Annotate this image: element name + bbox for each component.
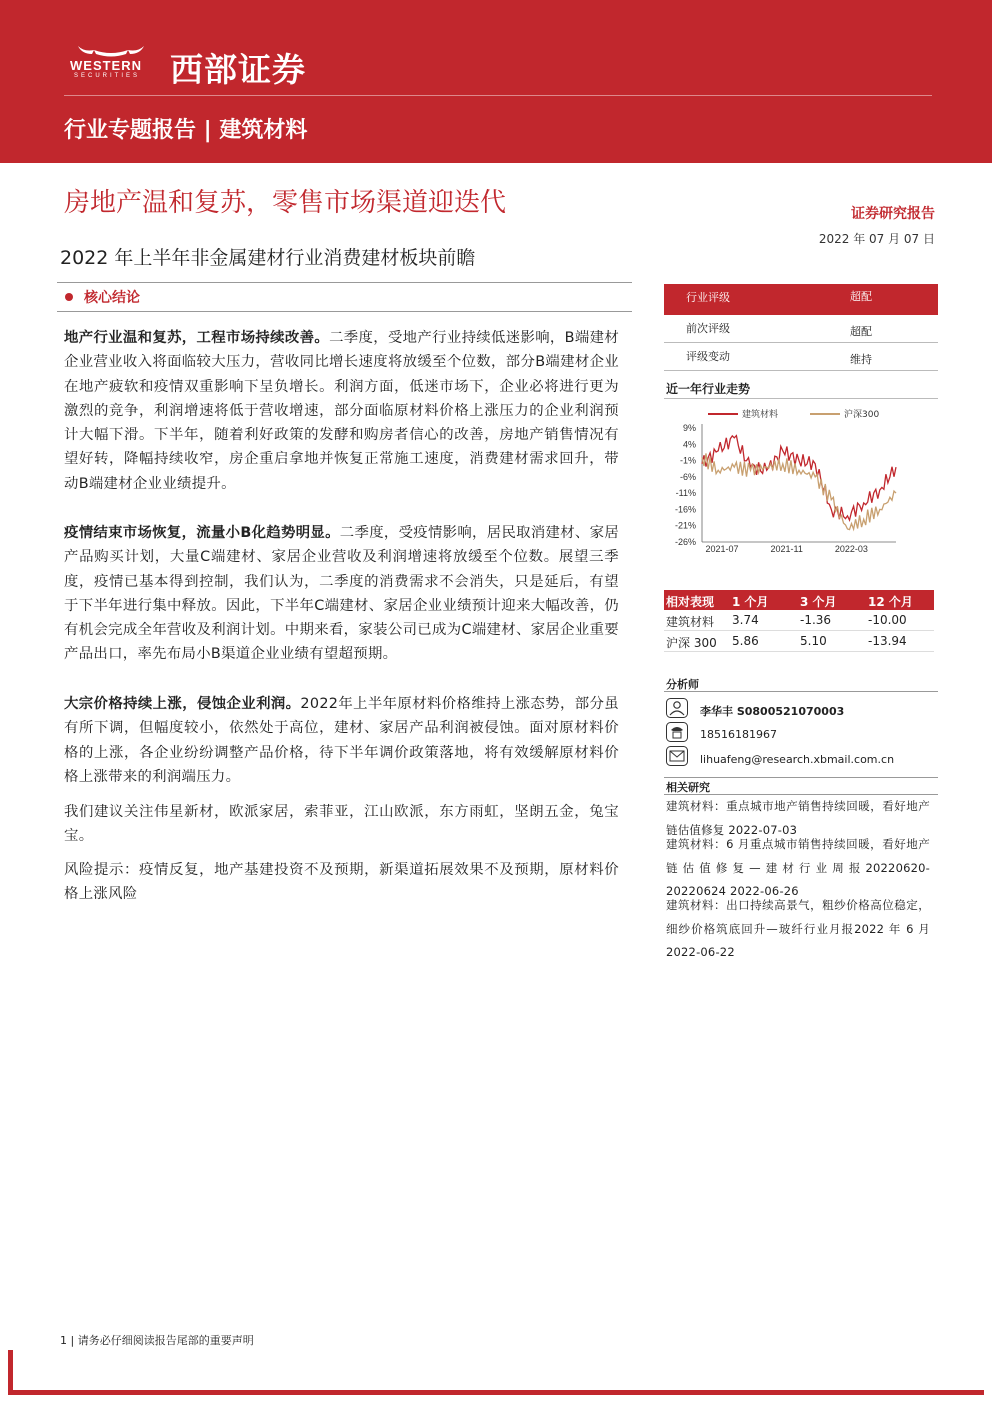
paragraph-text: 我们建议关注伟星新材，欧派家居，索菲亚，江山欧派，东方雨虹，坚朗五金，兔宝宝。 (64, 804, 619, 845)
chart-divider (664, 398, 938, 399)
logo-cn: 西部证券 (170, 50, 306, 89)
header-divider (64, 95, 932, 96)
logo-en: WESTERN (70, 58, 142, 73)
paragraph-text: 二季度，受疫情影响，居民取消建材、家居产品购买计划，大量C端建材、家居企业营收及利润增速将放缓至个位数。展望三季度，疫情已基本得到控制，我们认为，二季度的消费需求不会消失，只是延后，有望于下半年进行集中释放。因此，下半年C端建材、家居企业业绩预计迎来大幅改善，仍有机会完成全年营收及利润计划。中期来看，家装公司已成为C端建材、家居企业重要产品出口，率先布局小B渠道企业业绩有望超预期。 (64, 525, 620, 663)
rating-value: 超配 (850, 290, 872, 303)
table-cell: -13.94 (868, 634, 907, 648)
email-icon (666, 746, 688, 766)
analyst-title: 分析师 (666, 678, 699, 691)
table-cell: 5.10 (800, 634, 827, 648)
legend-label: 建筑材料 (742, 410, 779, 420)
section-title: 核心结论 (84, 290, 140, 306)
y-tick-label: -26% (674, 537, 696, 547)
report-header (0, 0, 992, 163)
table-cell: 3.74 (732, 613, 759, 627)
logo-en-sub: SECURITIES (74, 73, 141, 79)
paragraph-lead: 地产行业温和复苏，工程市场持续改善。 (64, 330, 330, 346)
x-tick-label: 2021-11 (770, 544, 803, 554)
legend-label: 沪深300 (844, 410, 880, 420)
series-line (702, 453, 896, 529)
table-cell: 5.86 (732, 634, 759, 648)
rating-label: 行业评级 (686, 291, 730, 304)
analyst-name: 李华丰 S0800521070003 (700, 705, 845, 718)
report-subtitle: 2022 年上半年非金属建材行业消费建材板块前瞻 (60, 247, 476, 269)
table-cell: -10.00 (868, 613, 907, 627)
y-tick-label: -1% (679, 455, 696, 466)
person-icon (666, 698, 688, 718)
header-cell: 12 个月 (868, 595, 913, 609)
paragraph-4 (64, 800, 619, 849)
related-item[interactable]: 建筑材料：出口持续高景气，粗纱价格高位稳定，细纱价格筑底回升—玻纤行业月报2022 年 6 月 2022-06-22 (666, 898, 930, 959)
rating-row (664, 284, 938, 315)
table-row (664, 610, 934, 631)
paragraph-lead: 大宗价格持续上涨，侵蚀企业利润。 (64, 696, 301, 712)
rating-label: 前次评级 (686, 322, 730, 335)
section-bar (57, 282, 632, 312)
analyst-phone: 18516181967 (700, 728, 777, 741)
related-divider-top (664, 777, 938, 778)
paragraph-text: 二季度，受地产行业持续低迷影响，B端建材企业营业收入将面临较大压力，营收同比增长速度将放缓至个位数，部分B端建材企业在地产疲软和疫情双重影响下呈负增长。利润方面，低迷市场下，企业必将进行更为激烈的竞争，利润增速将低于营收增速，部分面临原材料价格上涨压力的企业利润预计大幅下滑。下半年，随着利好政策的发酵和购房者信心的改善，房地产销售情况有望好转，降幅持续收窄，房企重启拿地并恢复正常施工速度，消费建材需求回升，带动B端建材企业业绩提升。 (64, 330, 620, 492)
performance-header (664, 590, 934, 610)
analyst-email: lihuafeng@research.xbmail.com.cn (700, 753, 895, 766)
chart-title: 近一年行业走势 (666, 382, 751, 396)
trend-chart (664, 402, 938, 554)
rating-box (664, 284, 938, 371)
doc-date: 2022 年 07 月 07 日 (818, 232, 935, 246)
y-tick-label: -16% (674, 504, 696, 515)
paragraph-5 (64, 858, 619, 907)
table-cell: -1.36 (800, 613, 832, 627)
footer-bar (8, 1350, 13, 1395)
table-cell: 沪深 300 (666, 636, 717, 650)
paragraph-lead: 疫情结束市场恢复，流量小B化趋势明显。 (64, 525, 340, 541)
table-row (664, 631, 934, 652)
y-tick-label: -21% (674, 520, 696, 531)
paragraph-text: 2022年上半年原材料价格维持上涨态势，部分虽有所下调，但幅度较小，依然处于高位，建材、家居产品利润被侵蚀。面对原材料价格的上涨，各企业纷纷调整产品价格，待下半年调价政策落地，将有效缓解原材料价格上涨带来的利润端压力。 (64, 696, 619, 785)
rating-row (664, 343, 938, 371)
header-cell: 3 个月 (800, 595, 837, 609)
doc-type: 证券研究报告 (851, 206, 935, 222)
y-tick-label: 4% (682, 439, 696, 450)
related-title: 相关研究 (666, 781, 710, 794)
analyst-divider (664, 691, 938, 692)
rating-value: 超配 (850, 325, 872, 338)
phone-icon (666, 722, 688, 742)
bullet-icon (65, 293, 73, 301)
footer-note: 1 | 请务必仔细阅读报告尾部的重要声明 (60, 1334, 254, 1347)
related-item[interactable]: 建筑材料：6 月重点城市销售持续回暖，看好地产链估值修复—建材行业周报20220620-20220624 2022-06-26 (666, 837, 930, 898)
paragraph-2 (64, 521, 619, 667)
rating-label: 评级变动 (686, 350, 730, 363)
y-tick-label: -11% (675, 488, 696, 499)
rating-row (664, 315, 938, 343)
report-title: 房地产温和复苏，零售市场渠道迎迭代 (64, 188, 507, 218)
series-line (702, 436, 896, 520)
rating-value: 维持 (850, 353, 872, 366)
table-cell: 建筑材料 (666, 615, 715, 629)
performance-table (664, 590, 934, 652)
paragraph-3 (64, 692, 619, 789)
header-cell: 1 个月 (732, 595, 769, 609)
footer-bar (8, 1390, 984, 1395)
y-tick-label: 9% (682, 423, 696, 433)
header-cell: 相对表现 (666, 595, 715, 609)
paragraph-text: 风险提示：疫情反复，地产基建投资不及预期，新渠道拓展效果不及预期，原材料价格上涨风险 (64, 862, 619, 903)
y-tick-label: -6% (679, 471, 696, 482)
x-tick-label: 2021-07 (705, 544, 739, 554)
paragraph-1 (64, 326, 619, 496)
report-type: 行业专题报告 | 建筑材料 (64, 118, 308, 143)
related-item[interactable]: 建筑材料：重点城市地产销售持续回暖，看好地产链估值修复 2022-07-03 (666, 799, 930, 837)
x-tick-label: 2022-03 (834, 544, 868, 554)
